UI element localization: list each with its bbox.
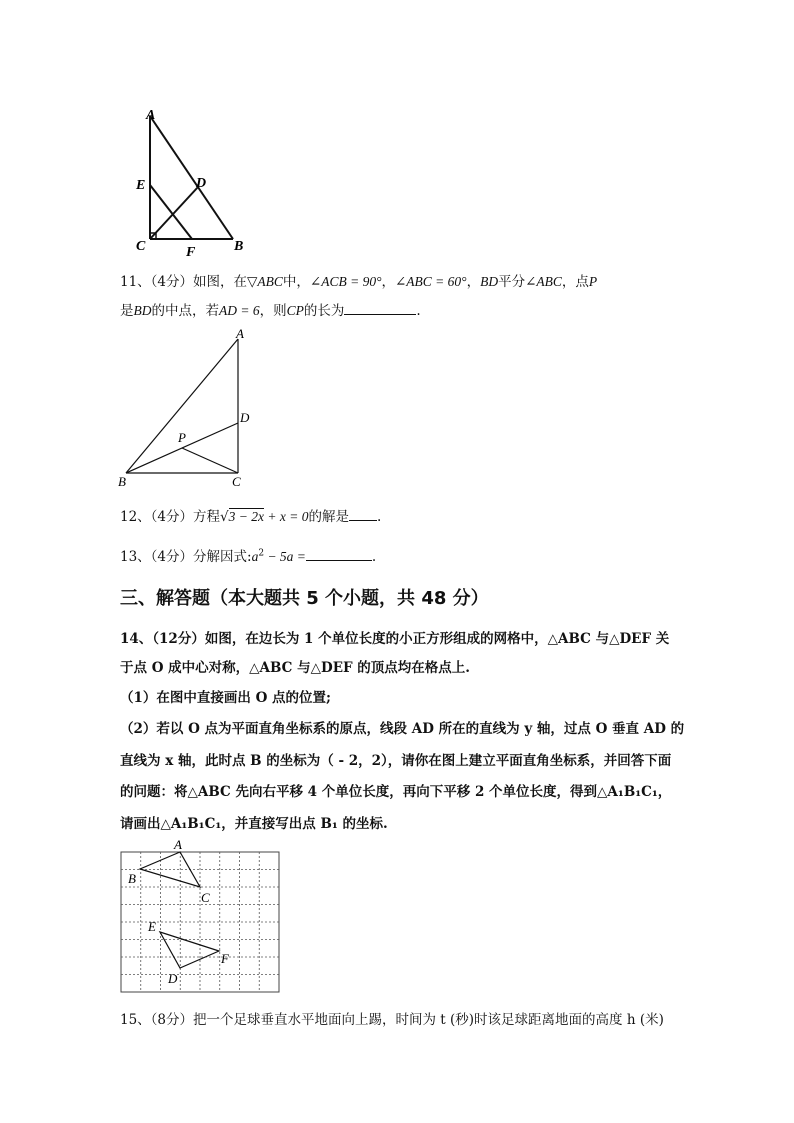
segment-ab — [150, 116, 233, 239]
triangle-symbol: ▽ — [247, 274, 258, 290]
q13-expr: − 5a = — [264, 549, 306, 564]
q13-end: . — [371, 549, 377, 565]
label-a: A — [236, 327, 244, 341]
q11-point-word: ，点 — [561, 274, 589, 290]
q11-bd-2: BD — [133, 303, 152, 318]
label-p: P — [178, 430, 186, 445]
q11-answer-blank[interactable] — [344, 302, 416, 315]
q14-part2-line2: 直线为 x 轴，此时点 B 的坐标为（ - 2，2），请你在图上建立平面直角坐标系，并回答下面 — [120, 753, 672, 769]
q11-cp: CP — [286, 303, 304, 318]
label-b: B — [118, 474, 126, 489]
q12-line — [120, 505, 381, 525]
q11-triangle: ABC — [257, 274, 283, 289]
label-f: F — [221, 951, 229, 966]
label-c: C — [201, 890, 210, 905]
q12-prefix: 12、（4分）方程 — [120, 509, 221, 525]
q11-comma2: ， — [466, 274, 481, 290]
q14-part2-line4: 请画出△A₁B₁C₁，并直接写出点 B₁ 的坐标. — [120, 816, 388, 832]
q11-line2 — [120, 299, 421, 319]
q13-line — [120, 545, 376, 565]
q12-suffix: 的解是 — [308, 509, 349, 525]
section-3-title: 三、解答题（本大题共 5 个小题，共 48 分） — [120, 588, 489, 609]
q11-p: P — [588, 274, 598, 289]
q11-angle-abc: ∠ABC = 60° — [395, 274, 467, 289]
q11-midpoint-text: 的中点，若 — [151, 303, 219, 319]
q11-line1 — [120, 270, 597, 290]
label-e: E — [148, 919, 156, 934]
grid — [121, 852, 279, 992]
q13-a: a — [251, 549, 259, 564]
q13-prefix: 13、（4分）分解因式: — [120, 549, 252, 565]
label-b: B — [128, 871, 136, 886]
q13-exponent: 2 — [258, 548, 265, 559]
q12-end: . — [376, 509, 382, 525]
segment-pc — [182, 448, 238, 473]
label-f: F — [186, 245, 196, 260]
figure-grid-triangles — [112, 838, 284, 998]
q11-comma: ， — [381, 274, 395, 290]
q11-length-text: 的长为 — [303, 303, 345, 319]
label-c: C — [136, 239, 146, 254]
q14-part2-line3: 的问题：将△ABC 先向右平移 4 个单位长度，再向下平移 2 个单位长度，得到△A₁B₁C₁， — [120, 784, 672, 800]
q14-line2: 于点 O 成中心对称，△ABC 与△DEF 的顶点均在格点上. — [120, 660, 470, 676]
q11-then: ，则 — [259, 303, 287, 319]
q15-line1: 15、（8分）把一个足球垂直水平地面向上踢，时间为 t (秒)时该足球距离地面的高度 h (米) — [120, 1012, 664, 1028]
q14-part2-line1: （2）若以 O 点为平面直角坐标系的原点，线段 AD 所在的直线为 y 轴，过点 O 垂直 AD 的 — [120, 721, 685, 737]
triangle-def — [160, 932, 219, 968]
q12-answer-blank[interactable] — [349, 508, 377, 521]
q11-end: . — [416, 303, 421, 319]
label-e: E — [136, 178, 146, 193]
q14-line1: 14、（12分）如图，在边长为 1 个单位长度的小正方形组成的网格中，△ABC 与△DEF 关 — [120, 631, 670, 647]
q11-angle-abc-2: ∠ABC — [525, 274, 562, 289]
segment-ab — [126, 339, 238, 473]
figure-triangle-aecdfb — [130, 105, 250, 260]
q11-prefix: 11、（4分）如图，在 — [120, 274, 248, 290]
q11-angle-acb: ∠ACB = 90° — [309, 274, 382, 289]
q14-part1: （1）在图中直接画出 O 点的位置; — [120, 690, 332, 706]
q11-is: 是 — [120, 303, 134, 319]
sqrt-symbol: √ — [220, 509, 229, 525]
q11-bisect: 平分 — [498, 274, 526, 290]
label-a: A — [174, 838, 182, 852]
figure-triangle-abc-p — [112, 327, 262, 492]
label-b: B — [234, 239, 244, 254]
label-c: C — [232, 474, 241, 489]
q11-ad: AD = 6 — [219, 303, 260, 318]
q11-bd: BD — [480, 274, 499, 289]
q12-rest: + x = 0 — [264, 509, 309, 524]
label-a: A — [146, 108, 156, 123]
label-d: D — [240, 410, 250, 425]
q13-answer-blank[interactable] — [306, 548, 372, 561]
q12-radicand: 3 − 2x — [228, 509, 264, 524]
label-d: D — [196, 176, 207, 191]
label-d: D — [168, 971, 178, 986]
q11-mid: 中， — [282, 274, 310, 290]
